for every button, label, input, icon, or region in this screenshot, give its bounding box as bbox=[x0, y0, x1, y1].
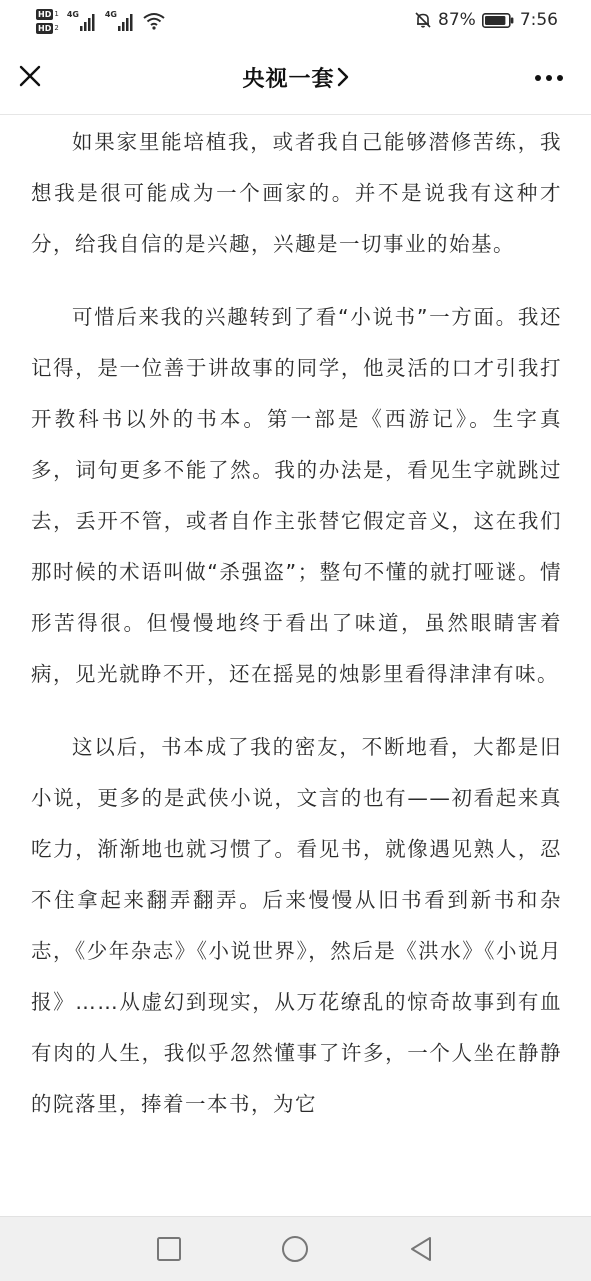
battery-percent: 87% bbox=[438, 10, 476, 30]
more-button[interactable] bbox=[529, 58, 569, 98]
article-body[interactable] bbox=[31, 114, 562, 1216]
back-icon bbox=[408, 1235, 434, 1263]
recent-apps-icon bbox=[156, 1236, 182, 1262]
article-paragraph: 可惜后来我的兴趣转到了看“小说书”一方面。我还记得，是一位善于讲故事的同学，他灵活的口才引我打开教科书以外的书本。第一部是《西游记》。生字真多，词句更多不能了然。我的办法是，看见生字就跳过去，丢开不管，或者自作主张替它假定音义，这在我们那时候的术语叫做“杀强盗”；整句不懂的就打哑谜。情形苦得很。但慢慢地终于看出了味道，虽然眼睛害着病，见光就睁不开，还在摇晃的烛影里看得津津有味。 bbox=[31, 305, 562, 686]
close-icon bbox=[19, 65, 41, 87]
battery-icon bbox=[482, 13, 514, 28]
status-right bbox=[414, 0, 558, 40]
close-button[interactable] bbox=[10, 56, 50, 96]
network-type-1: 4G bbox=[66, 10, 79, 19]
back-button[interactable] bbox=[403, 1231, 439, 1267]
sim2-hd-badge bbox=[36, 23, 59, 34]
clock: 7:56 bbox=[519, 10, 558, 30]
system-nav-bar bbox=[0, 1216, 591, 1281]
page-title: 央视一套 bbox=[242, 66, 335, 92]
home-icon bbox=[281, 1235, 309, 1263]
article-paragraph: 如果家里能培植我，或者我自己能够潜修苦练，我想我是很可能成为一个画家的。并不是说我有这种才分，给我自信的是兴趣，兴趣是一切事业的始基。 bbox=[31, 130, 562, 256]
wifi-icon bbox=[143, 12, 165, 30]
title-bar bbox=[0, 40, 591, 115]
signal-icon bbox=[105, 10, 135, 32]
signal-icon bbox=[67, 10, 97, 32]
volte-badges bbox=[36, 9, 59, 34]
network-type-2: 4G bbox=[104, 10, 117, 19]
home-button[interactable] bbox=[277, 1231, 313, 1267]
recent-apps-button[interactable] bbox=[151, 1231, 187, 1267]
more-icon bbox=[534, 74, 564, 82]
account-title-link[interactable] bbox=[170, 58, 421, 96]
sim1-index: 1 bbox=[54, 9, 59, 18]
mute-bell-icon bbox=[414, 11, 432, 29]
sim1-hd-badge bbox=[36, 9, 59, 20]
sim1-hd-label: HD bbox=[38, 9, 52, 19]
chevron-right-icon bbox=[337, 67, 349, 87]
status-bar bbox=[0, 0, 591, 40]
status-left bbox=[36, 4, 165, 38]
sim2-hd-label: HD bbox=[38, 23, 52, 33]
article-paragraph: 这以后，书本成了我的密友，不断地看，大都是旧小说，更多的是武侠小说，文言的也有——初看起来真吃力，渐渐地也就习惯了。看见书，就像遇见熟人，忍不住拿起来翻弄翻弄。后来慢慢从旧书看到新书和杂志，《少年杂志》《小说世界》，然后是《洪水》《小说月报》……从虚幻到现实，从万花缭乱的惊奇故事到有血有肉的人生，我似乎忽然懂事了许多，一个人坐在静静的院落里，捧着一本书，为它 bbox=[31, 735, 562, 1116]
sim2-index: 2 bbox=[54, 23, 59, 32]
